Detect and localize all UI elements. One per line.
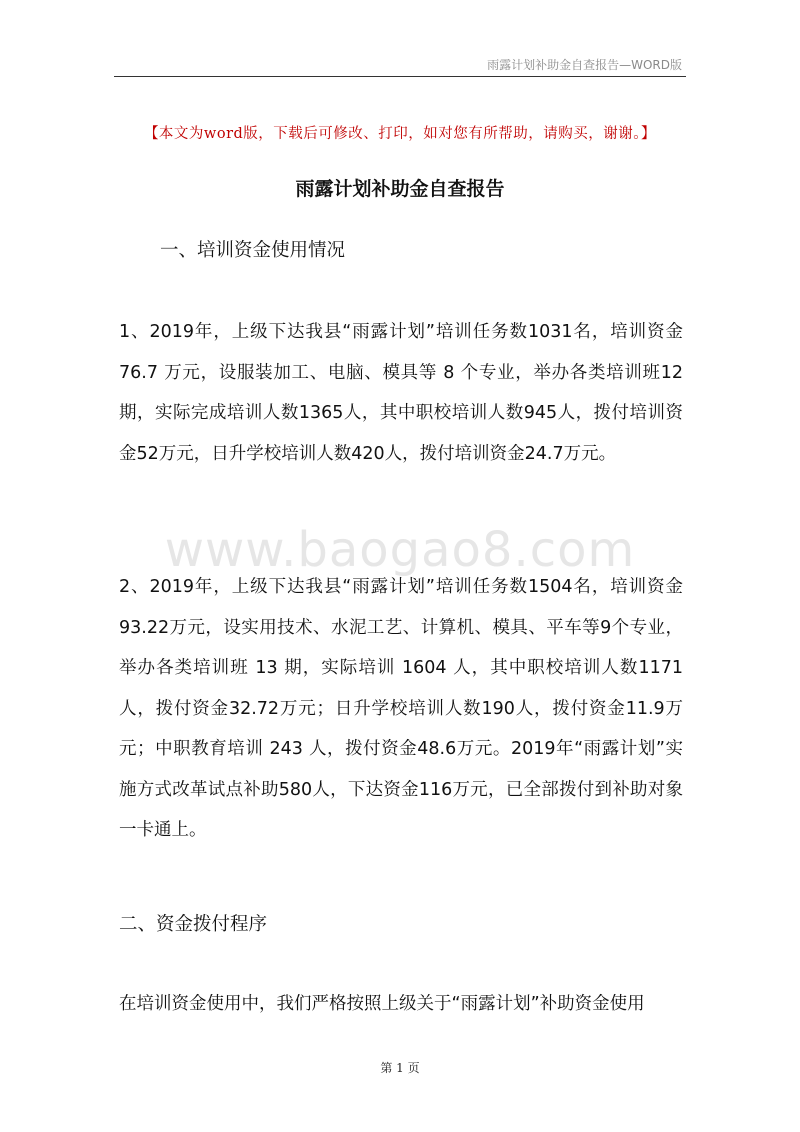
section-heading-2: 二、资金拨付程序 (119, 914, 268, 935)
running-header: 雨露计划补助金自查报告—WORD版 (487, 58, 682, 72)
document-title: 雨露计划补助金自查报告 (295, 178, 505, 200)
paragraph-3: 在培训资金使用中，我们严格按照上级关于“雨露计划”补助资金使用 (119, 994, 645, 1014)
paragraph-2: 2、2019年，上级下达我县“雨露计划”培训任务数1504名，培训资金93.22万元，设实用技术、水泥工艺、计算机、模具、平车等9个专业，举办各类培训班 13 期，实际培训 1604 人，其中职校培训人数1171人，拨付资金32.72万元；日升学校培训人数190人，拨付资金11.9万元；中职教育培训 243 人，拨付资金48.6万元。2019年“雨露计划”实施方式改革试点补助580人，下达资金116万元，已全部拨付到补助对象一卡通上。 (119, 577, 683, 840)
paragraph-1: 1、2019年，上级下达我县“雨露计划”培训任务数1031名，培训资金76.7 万元，设服装加工、电脑、模具等 8 个专业，举办各类培训班12期，实际完成培训人数1365人，其中职校培训人数945人，拨付培训资金52万元，日升学校培训人数420人，拨付培训资金24.7万元。 (119, 322, 683, 464)
page-number: 第 1 页 (380, 1061, 420, 1075)
purchase-notice: 【本文为word版，下载后可修改、打印，如对您有所帮助，请购买，谢谢。】 (143, 126, 657, 142)
section-heading-1: 一、培训资金使用情况 (160, 240, 346, 261)
header-divider (114, 76, 686, 77)
watermark: www.baogao8.com (164, 522, 636, 578)
